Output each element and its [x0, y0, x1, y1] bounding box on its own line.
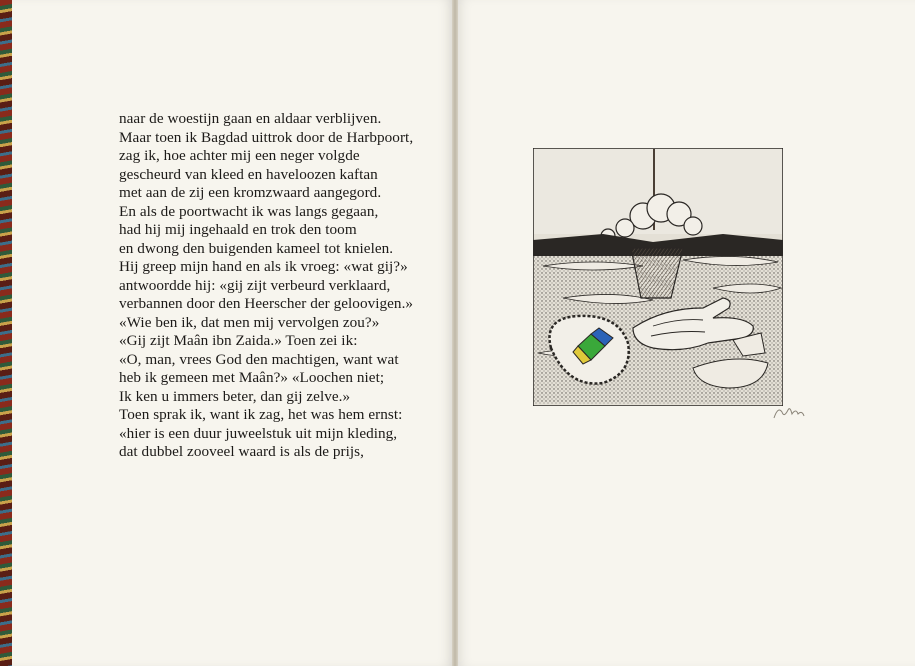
right-page [458, 0, 915, 666]
poem-line: en dwong den buigenden kameel tot knielen. [119, 239, 394, 257]
poem-line: met aan de zij een kromzwaard aangegord. [119, 184, 382, 201]
poem-line: «Wie ben ik, dat men mij vervolgen zou?» [119, 313, 380, 331]
left-page [12, 0, 452, 666]
poem-line: Maar toen ik Bagdad uittrok door de Harbpoort, [119, 128, 414, 146]
poem-text [119, 110, 449, 462]
poem-line: En als de poortwacht ik was langs gegaan, [119, 202, 379, 220]
poem-line: antwoordde hij: «gij zijt verbeurd verklaard, [119, 276, 391, 294]
poem-line: «O, man, vrees God den machtigen, want wat [119, 350, 399, 368]
poem-line: dat dubbel zooveel waard is als de prijs, [119, 443, 364, 460]
poem-line: Toen sprak ik, want ik zag, het was hem ernst: [119, 406, 403, 423]
etching-illustration [533, 148, 783, 406]
pencil-signature-icon [770, 400, 810, 424]
poem-line: had hij mij ingehaald en trok den toom [119, 221, 357, 238]
marbled-cover-edge [0, 0, 12, 666]
poem-line: zag ik, hoe achter mij een neger volgde [119, 147, 360, 164]
poem-line: Ik ken u immers beter, dan gij zelve.» [119, 387, 351, 405]
poem-line: Hij greep mijn hand en als ik vroeg: «wat gij?» [119, 258, 408, 275]
poem-line: naar de woestijn gaan en aldaar verblijven. [119, 110, 382, 127]
poem-line: verbannen door den Heerscher der geloovigen.» [119, 295, 414, 312]
poem-line: «hier is een duur juweelstuk uit mijn kleding, [119, 424, 398, 442]
poem-line: heb ik gemeen met Maân?» «Loochen niet; [119, 369, 385, 386]
poem-line: «Gij zijt Maân ibn Zaida.» Toen zei ik: [119, 332, 358, 349]
poem-line: gescheurd van kleed en haveloozen kaftan [119, 165, 378, 183]
